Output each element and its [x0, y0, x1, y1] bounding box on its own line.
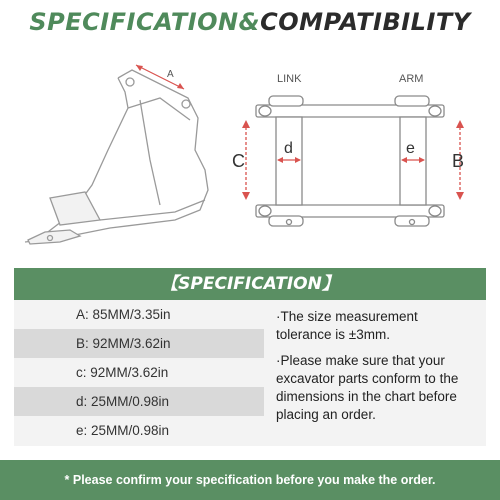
- arm-label: ARM: [399, 73, 424, 85]
- dimension-b-label: B: [452, 151, 465, 171]
- dimension-c-label: C: [232, 151, 245, 171]
- specification-header: 【SPECIFICATION】: [14, 268, 486, 300]
- title-ampersand: &: [238, 8, 261, 36]
- spec-row-d: d: 25MM/0.98in: [14, 387, 264, 416]
- bucket-illustration: [25, 70, 208, 244]
- dimension-a-marker: [136, 65, 184, 89]
- specification-panel: [14, 268, 486, 446]
- spec-row-a: A: 85MM/3.35in: [76, 307, 171, 322]
- page-title: [0, 8, 500, 36]
- dimension-e-label: e: [406, 140, 415, 157]
- specification-list: [14, 300, 264, 445]
- spec-row-c: c: 92MM/3.62in: [76, 365, 169, 380]
- conformity-note: ·Please make sure that your excavator parts conform to the dimensions in the chart before placing an order.: [276, 353, 459, 422]
- link-label: LINK: [277, 73, 302, 85]
- footer-notice: * Please confirm your specification before you make the order.: [0, 460, 500, 500]
- title-part1: SPECIFICATION: [29, 8, 239, 36]
- spec-row-e: e: 25MM/0.98in: [76, 423, 170, 438]
- spec-row-b: B: 92MM/3.62in: [14, 329, 264, 358]
- specification-notes: [276, 308, 476, 432]
- title-part2: COMPATIBILITY: [260, 8, 471, 36]
- dimension-a-label: A: [167, 69, 174, 80]
- tolerance-note: ·The size measurement tolerance is ±3mm.: [276, 309, 418, 342]
- dimension-diagram: [0, 50, 500, 260]
- pin-assembly: [256, 96, 444, 226]
- dimension-d-label: d: [284, 140, 293, 157]
